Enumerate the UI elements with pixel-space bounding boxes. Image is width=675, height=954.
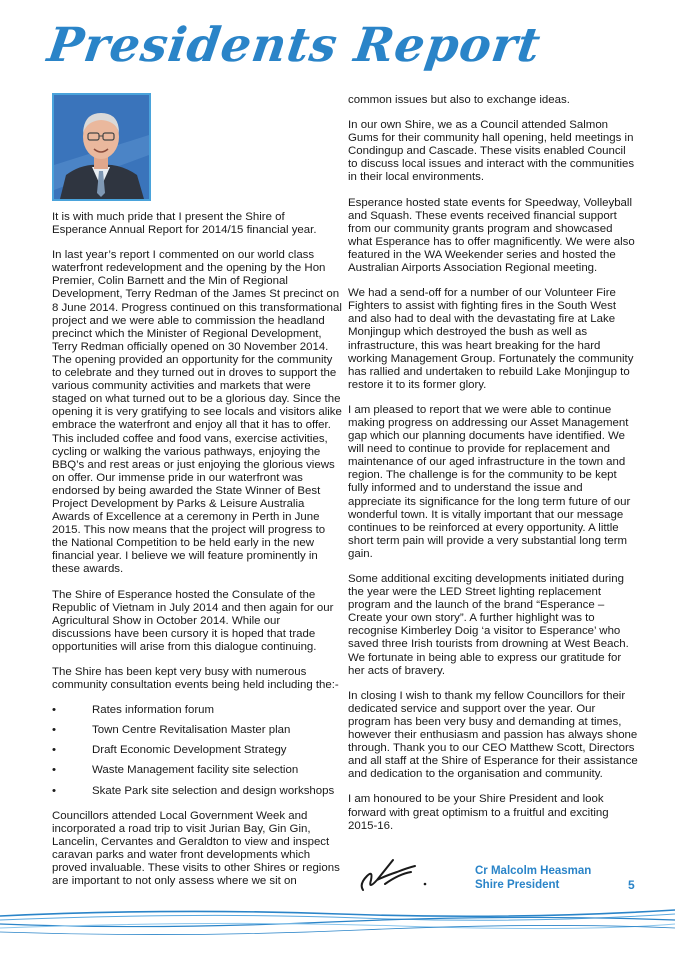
signature-block xyxy=(475,864,591,892)
footer-wave-decoration xyxy=(0,902,675,954)
councillors-trip-paragraph: Councillors attended Local Government Week and incorporated a road trip to visit Jurian Bay, Gin Gin, Lancelin, Cervantes and Geraldton to view and inspect caravan parks and water front developments which proved invaluable. These visits to other Shires or regions are important to not only assess where we sit on xyxy=(52,809,340,888)
own-shire-paragraph: In our own Shire, we as a Council attended Salmon Gums for their community hall opening, held meetings in Condingup and Cascade. These visits enabled Council to discuss local issues and interact with the communities in their local environments. xyxy=(348,119,635,184)
waterfront-paragraph: In last year’s report I commented on our world class waterfront redevelopment and the opening by the Hon Premier, Colin Barnett and the Min of Regional Development, Terry Redman of the James St precinct on 8 June 2014. Progress continued on this transformational project and we were able to commission the headland precinct which the Minister of Regional Development, Terry Redman officially opened on 30 November 2014. The opening provided an opportunity for the community to celebrate and they turned out in droves to support the various community activities and markets that were staged on what turned out to be a glorious day. Since the opening it is very gratifying to see locals and visitors alike embrace the waterfront and enjoy all that it has to offer. This included coffee and food vans, exercise activities, cycling or walking the various pathways, enjoying the BBQ’s and rest areas or just enjoying the glorious views on offer. Our immense pride in our waterfront was endorsed by being awarded the State Winner of Best Project Development by Parks & Leisure Australia Awards of Excellence at a ceremony in Perth in June 2015. This now means that the project will progress to the National Competition to be held early in the new financial year. I believe we will feature prominently in these awards. xyxy=(52,249,342,576)
asset-management-paragraph: I am pleased to report that we were able to continue making progress on addressing our Asset Management gap which our planning documents have identified. We will need to continue to provide for replacement and maintenance of our aged infrastructure in the town and region. The challenge is for the community to be kept fully informed and to understand the issue and appreciate its significance for the long term future of our wonderful town. It is vitally important that our message continues to be reinforced at every opportunity. A little short term pain will provide a very substantial long term gain. xyxy=(348,403,631,560)
signatory-role: Shire President xyxy=(475,879,560,891)
portrait-image xyxy=(54,95,149,199)
list-item: • Town Centre Revitalisation Master plan xyxy=(52,724,291,737)
signatory-name: Cr Malcolm Heasman xyxy=(475,865,592,877)
signature-graphic xyxy=(355,850,435,895)
right-column xyxy=(348,94,638,845)
bullet-marker: • xyxy=(52,764,57,777)
bullet-marker: • xyxy=(52,784,57,797)
consultation-events-list xyxy=(52,704,342,797)
list-item: • Waste Management facility site selection xyxy=(52,764,299,777)
state-events-paragraph: Esperance hosted state events for Speedway, Volleyball and Squash. These events received financial support from our community grants program and showcased what Esperance has to offer magnificently. We were also featured in the WA Weekender series and hosted the Australian Airports Association Regional meeting. xyxy=(348,196,635,275)
developments-paragraph: Some additional exciting developments initiated during the year were the LED Street lighting replacement program and the launch of the brand “Esperance – Create your own story”. A further highlight was to recognise Kimberley Doig ‘a visitor to Esperance’ who saved three Irish tourists from drowning at West Beach. We fortunate in being able to express our gratitude for her acts of bravery. xyxy=(348,573,629,677)
honoured-paragraph: I am honoured to be your Shire President and look forward with great optimism to a fruitful and exciting 2015-16. xyxy=(348,793,609,832)
list-item: • Rates information forum xyxy=(52,704,215,717)
continuation-paragraph: common issues but also to exchange ideas. xyxy=(348,94,570,106)
bullet-marker: • xyxy=(52,744,57,757)
list-item: • Skate Park site selection and design workshops xyxy=(52,784,335,797)
consultation-intro-paragraph: The Shire has been kept very busy with numerous community consultation events being held including the:- xyxy=(52,666,339,692)
page-title: Presidents Report xyxy=(44,18,545,73)
vietnam-consulate-paragraph: The Shire of Esperance hosted the Consulate of the Republic of Vietnam in July 2014 and then again for our Agricultural Show in October 2014. While our discussions have been cursory it is hoped that trade opportunities will arise from this dialogue continuing. xyxy=(52,588,334,653)
page-number: 5 xyxy=(628,878,635,892)
bullet-marker: • xyxy=(52,704,57,717)
left-column xyxy=(52,211,342,900)
fire-fighters-paragraph: We had a send-off for a number of our Volunteer Fire Fighters to assist with fighting fires in the South West and also had to deal with the devastating fire at Lake Monjingup which destroyed the bush as well as infrastructure, this was heart breaking for the hard working Management Group. Fortunately the community has rallied and undertaken to rebuild Lake Monjingup to restore it to its former glory. xyxy=(348,287,634,391)
list-item: • Draft Economic Development Strategy xyxy=(52,744,287,757)
president-photo xyxy=(52,93,151,201)
intro-paragraph: It is with much pride that I present the Shire of Esperance Annual Report for 2014/15 financial year. xyxy=(52,211,317,237)
bullet-marker: • xyxy=(52,724,57,737)
closing-thanks-paragraph: In closing I wish to thank my fellow Councillors for their dedicated service and support over the year. Our program has been very busy and demanding at times, however their enthusiasm and passion has always shone through. Thank you to our CEO Matthew Scott, Directors and all staff at the Shire of Esperance for their assistance and dedication to the organisation and community. xyxy=(348,689,638,781)
